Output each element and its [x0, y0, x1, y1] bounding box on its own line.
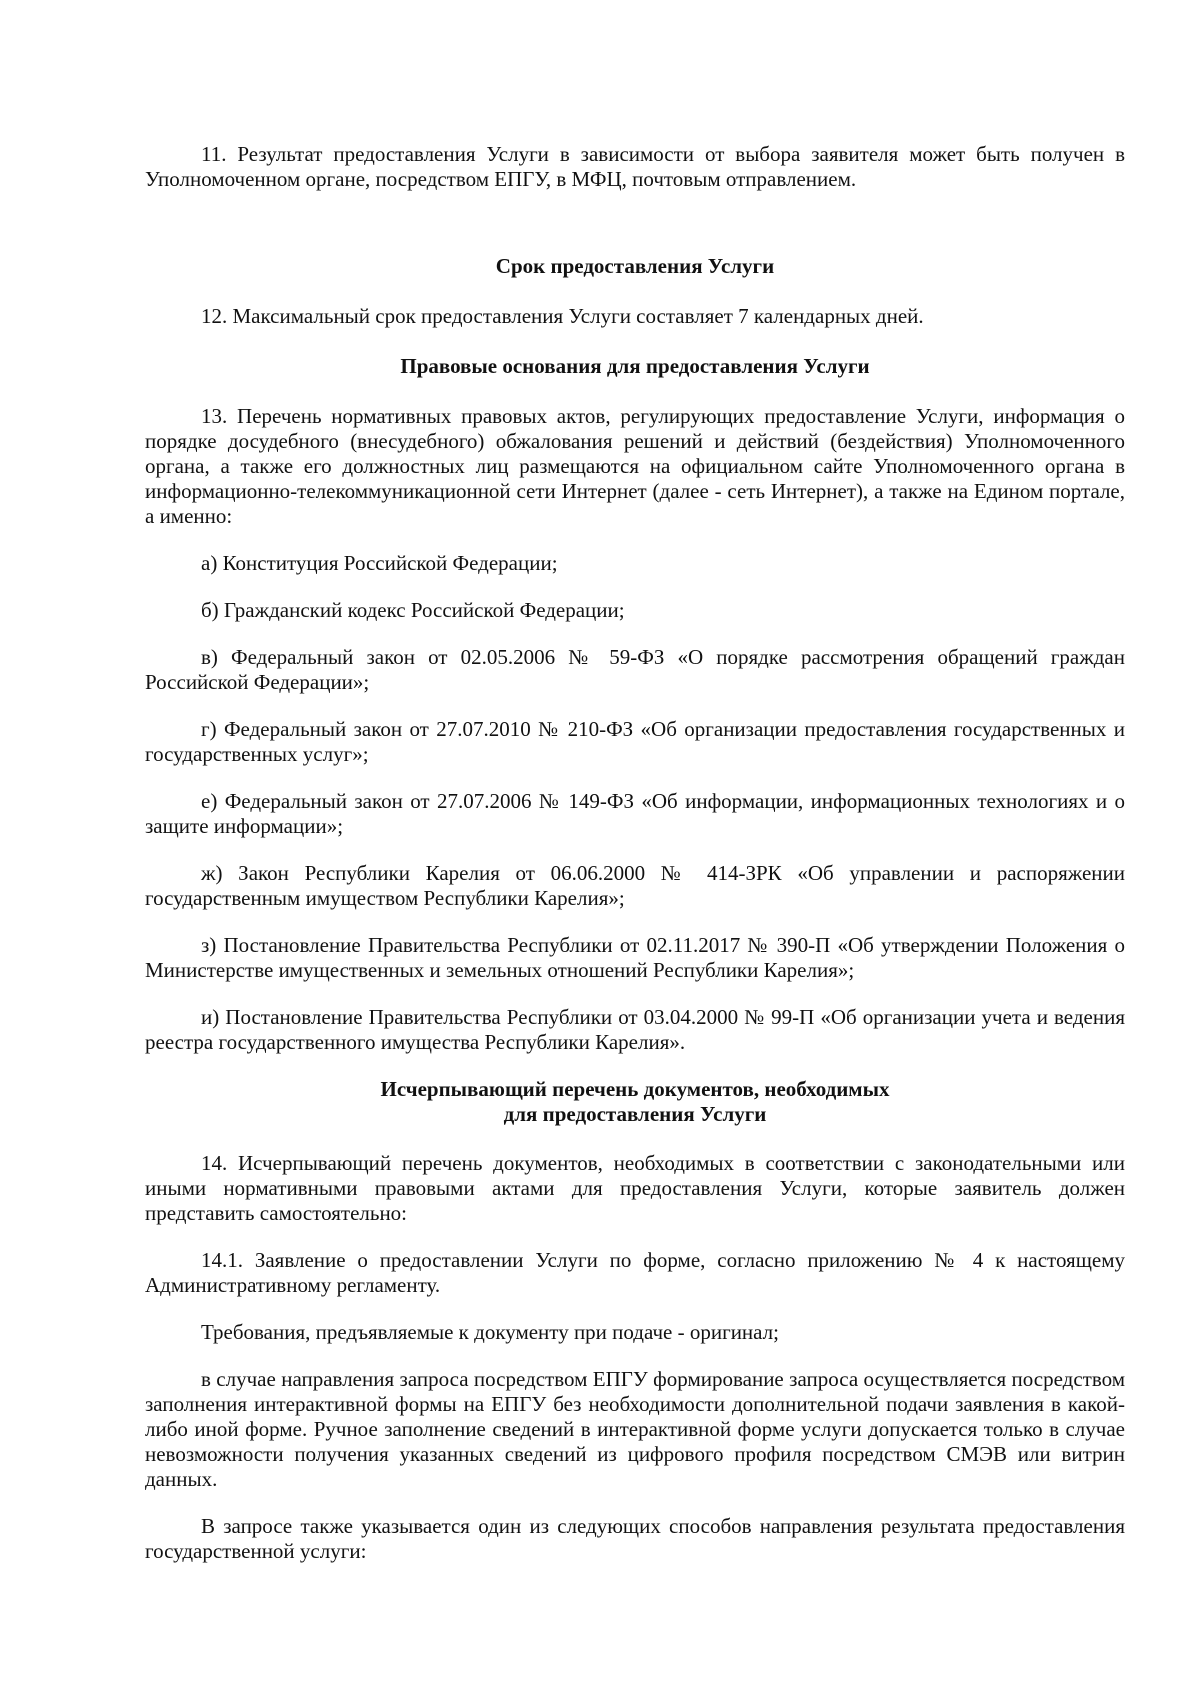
paragraph-14: 14. Исчерпывающий перечень документов, необходимых в соответствии с законодательными или иными нормативными правовыми актами для предоставления Услуги, которые заявитель должен представить самостоятельно:	[145, 1151, 1125, 1225]
paragraph-11: 11. Результат предоставления Услуги в зависимости от выбора заявителя может быть получен в Уполномоченном органе, посредством ЕПГУ, в МФЦ, почтовым отправлением.	[145, 142, 1125, 191]
paragraph-14-1: 14.1. Заявление о предоставлении Услуги по форме, согласно приложению № 4 к настоящему Административному регламенту.	[145, 1248, 1125, 1297]
law-item-i: и) Постановление Правительства Республики от 03.04.2000 № 99-П «Об организации учета и ведения реестра государственного имущества Республики Карелия».	[145, 1005, 1125, 1054]
paragraph-13: 13. Перечень нормативных правовых актов, регулирующих предоставление Услуги, информация о порядке досудебного (внесудебного) обжалования решений и действий (бездействия) Уполномоченного органа, а также его должностных лиц размещаются на официальном сайте Уполномоченного органа в информационно-телекоммуникационной сети Интернет (далее - сеть Интернет), а также на Едином портале, а именно:	[145, 404, 1125, 528]
paragraph-epgu-request: в случае направления запроса посредством ЕПГУ формирование запроса осуществляется посредством заполнения интерактивной формы на ЕПГУ без необходимости дополнительной подачи заявления в какой-либо иной форме. Ручное заполнение сведений в интерактивной форме услуги допускается только в случае невозможности получения указанных сведений из цифрового профиля посредством СМЭВ или витрин данных.	[145, 1367, 1125, 1491]
heading-service-term: Срок предоставления Услуги	[495, 254, 775, 278]
document-page	[145, 142, 1125, 1564]
law-item-e: е) Федеральный закон от 27.07.2006 № 149-ФЗ «Об информации, информационных технологиях и о защите информации»;	[145, 789, 1125, 838]
law-item-z: з) Постановление Правительства Республики от 02.11.2017 № 390-П «Об утверждении Положения о Министерстве имущественных и земельных отношений Республики Карелия»;	[145, 933, 1125, 982]
paragraph-12: 12. Максимальный срок предоставления Услуги составляет 7 календарных дней.	[201, 304, 924, 328]
law-item-g: г) Федеральный закон от 27.07.2010 № 210-ФЗ «Об организации предоставления государственных и государственных услуг»;	[145, 717, 1125, 766]
law-item-a: а) Конституция Российской Федерации;	[201, 551, 558, 575]
paragraph-requirements: Требования, предъявляемые к документу при подаче - оригинал;	[201, 1320, 779, 1344]
law-item-zh: ж) Закон Республики Карелия от 06.06.2000 № 414-ЗРК «Об управлении и распоряжении государственным имуществом Республики Карелия»;	[145, 861, 1125, 910]
heading-required-documents-line1: Исчерпывающий перечень документов, необходимых	[380, 1077, 890, 1101]
heading-required-documents-line2: для предоставления Услуги	[503, 1102, 767, 1126]
law-item-b: б) Гражданский кодекс Российской Федерации;	[201, 598, 625, 622]
heading-legal-grounds: Правовые основания для предоставления Услуги	[400, 354, 870, 378]
law-item-v: в) Федеральный закон от 02.05.2006 № 59-ФЗ «О порядке рассмотрения обращений граждан Российской Федерации»;	[145, 645, 1125, 694]
paragraph-result-methods: В запросе также указывается один из следующих способов направления результата предоставления государственной услуги:	[145, 1514, 1125, 1563]
heading-required-documents	[145, 1077, 1125, 1127]
